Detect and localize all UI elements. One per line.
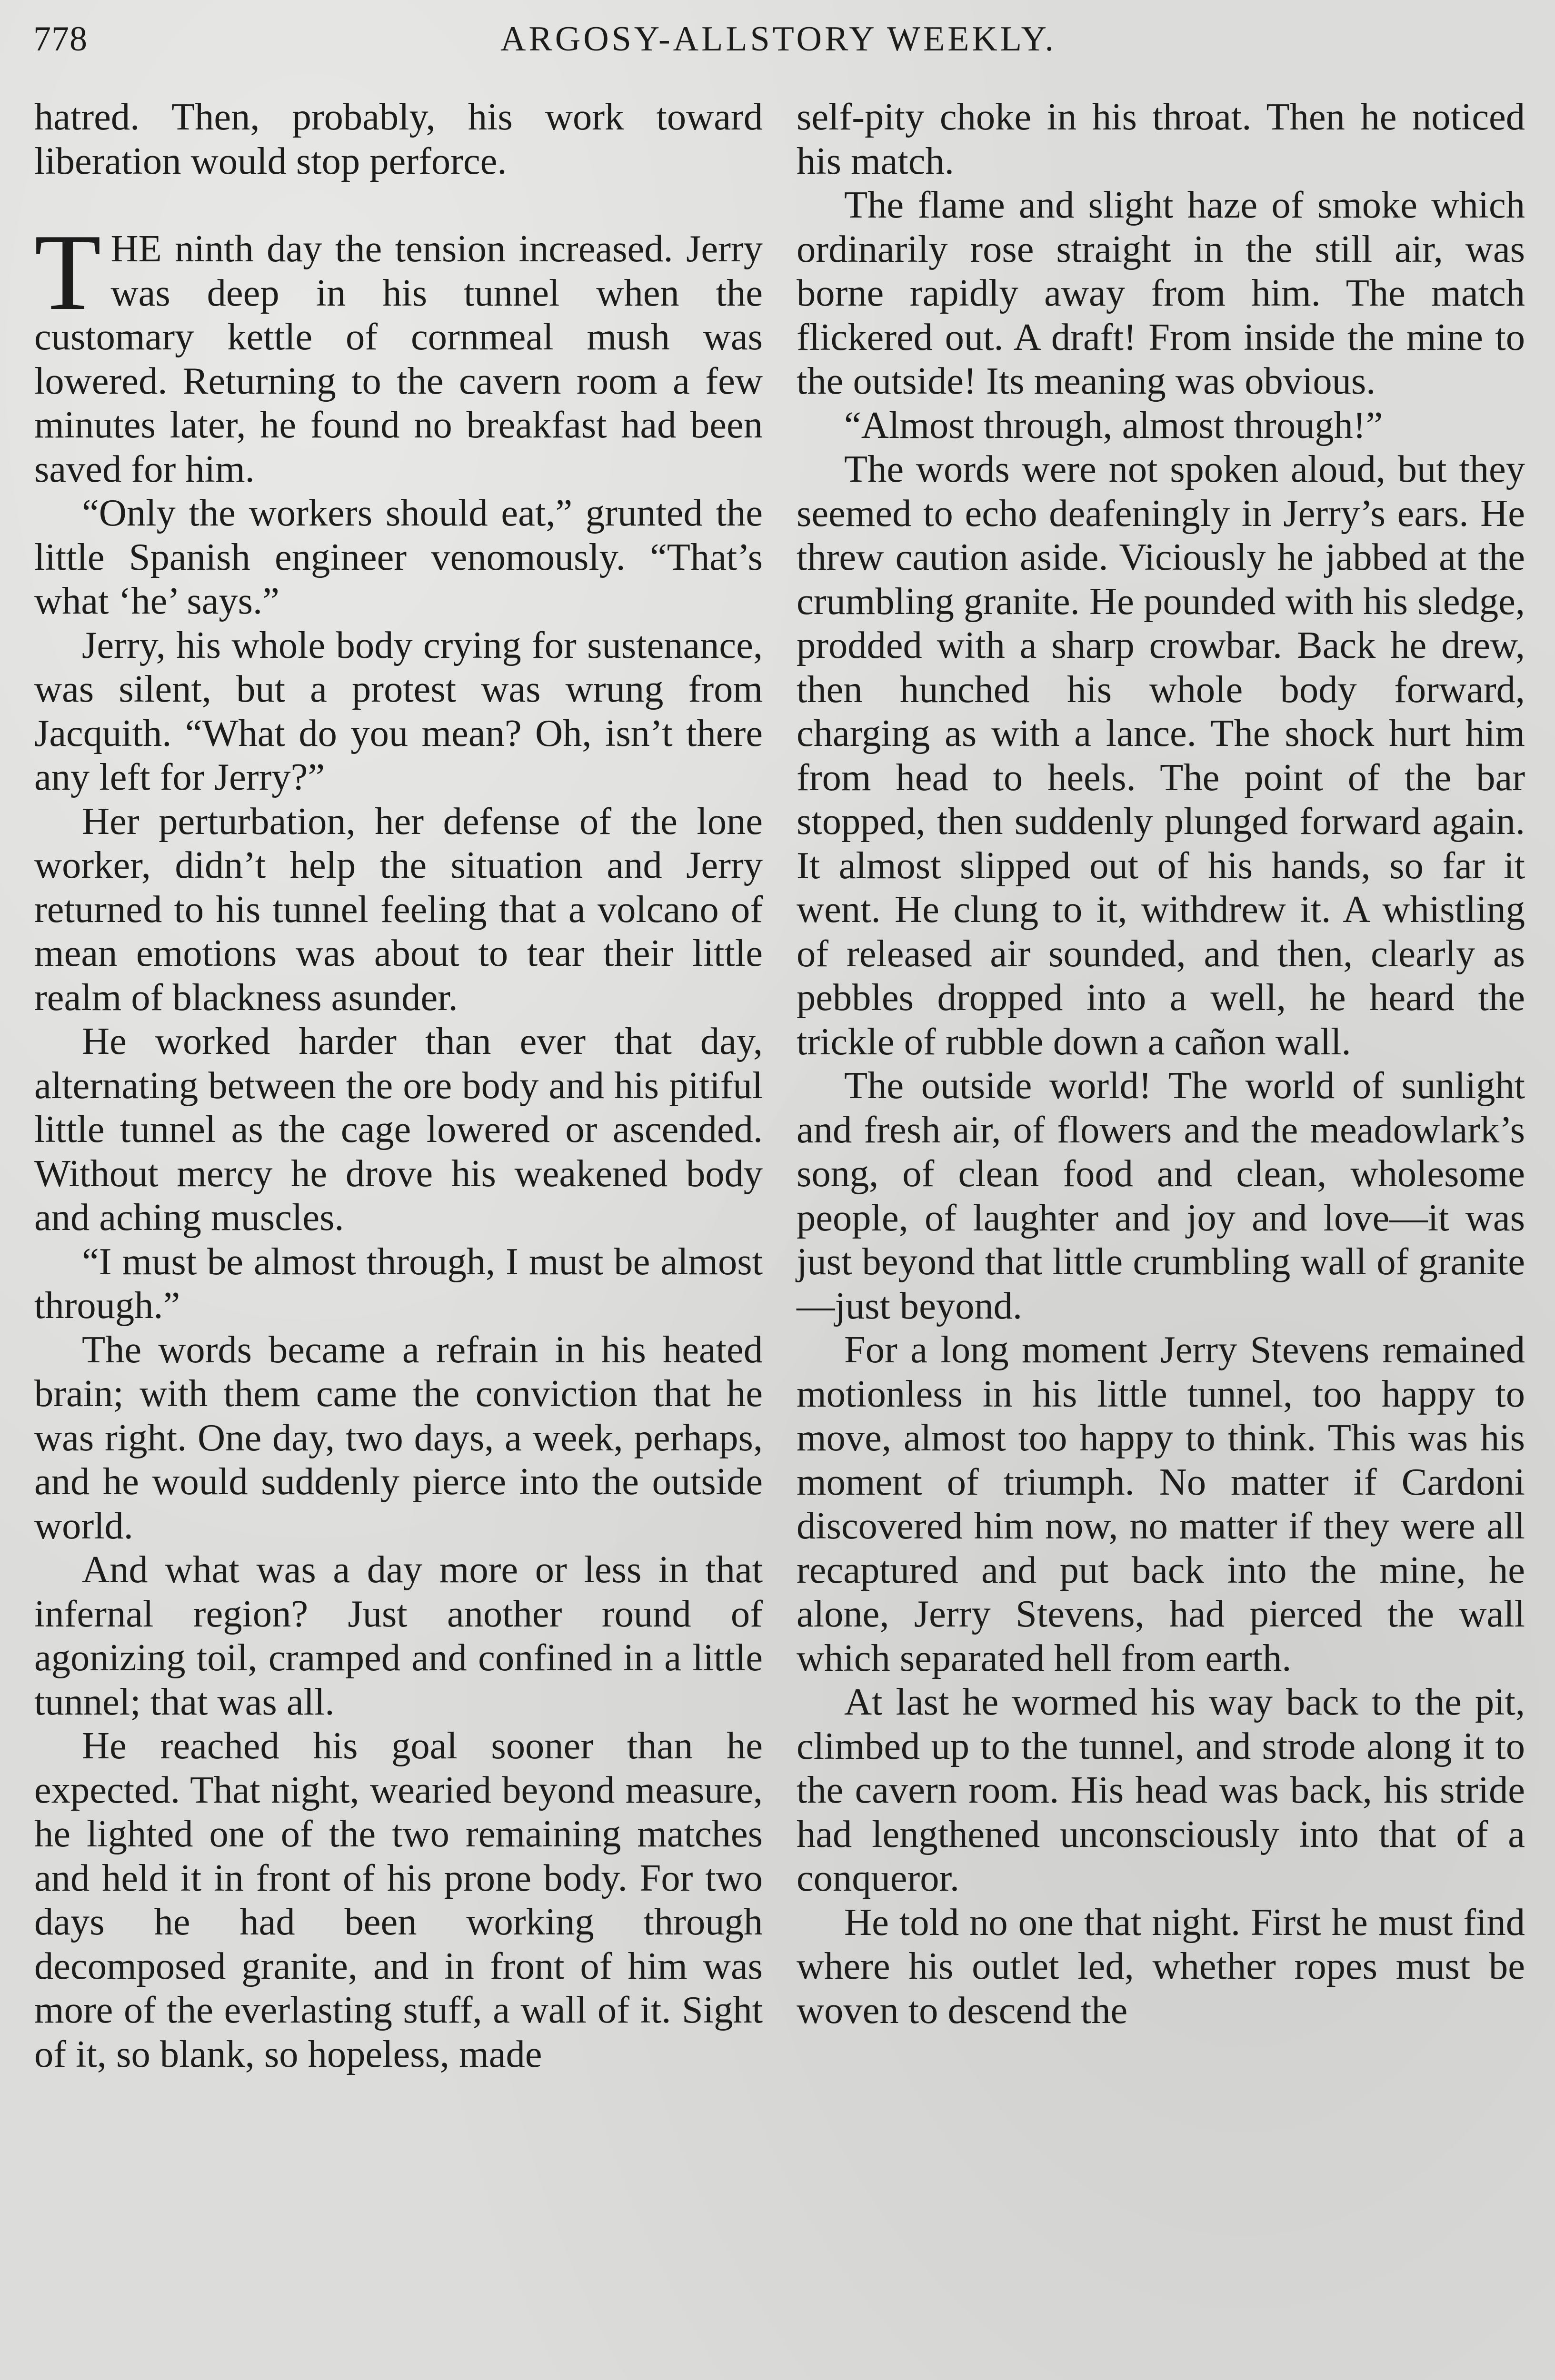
- drop-cap: T: [34, 211, 101, 333]
- paragraph: Her perturbation, her defense of the lone worker, didn’t help the situation and Jerry returned to his tunnel feeling that a volcano of mean emotions was about to tear their little realm of blackness asunder.: [34, 800, 763, 1019]
- paragraph: “Only the workers should eat,” grunted the little Spanish engineer venomously. “That’s what ‘he’ says.”: [34, 492, 763, 622]
- running-head: ARGOSY-ALLSTORY WEEKLY.: [500, 20, 1057, 59]
- paragraph: The words were not spoken aloud, but they seemed to echo deafeningly in Jerry’s ears. He threw caution aside. Viciously he jabbed at the crumbling granite. He pounded with his sledge, prodded with a sharp crowbar. Back he drew, then hunched his whole body forward, charging as with a lance. The shock hurt him from head to heels. The point of the bar stopped, then suddenly plunged forward again. It almost slipped out of his hands, so far it went. He clung to it, withdrew it. A whistling of released air sounded, and then, clearly as pebbles dropped into a well, he heard the trickle of rubble down a cañon wall.: [797, 448, 1525, 1063]
- paragraph: hatred. Then, probably, his work toward liberation would stop perforce.: [34, 96, 763, 182]
- paragraph: Jerry, his whole body crying for sustenance, was silent, but a protest was wrung from Jacquith. “What do you mean? Oh, isn’t there any left for Jerry?”: [34, 624, 763, 798]
- right-column: [797, 95, 1525, 2033]
- paragraph: “Almost through, almost through!”: [844, 404, 1383, 446]
- page-number: 778: [33, 20, 88, 59]
- paragraph: He reached his goal sooner than he expected. That night, wearied beyond measure, he lighted one of the two remaining matches and held it in front of his prone body. For two days he had been working through decomposed granite, and in front of him was more of the everlasting stuff, a wall of it. Sight of it, so blank, so hopeless, made: [34, 1725, 763, 2075]
- paragraph: The outside world! The world of sunlight and fresh air, of flowers and the meadowlark’s song, of clean food and clean, wholesome people, of laughter and joy and love—it was just beyond that little crumbling wall of granite—just beyond.: [797, 1064, 1525, 1327]
- paragraph: The words became a refrain in his heated brain; with them came the conviction that he was right. One day, two days, a week, perhaps, and he would suddenly pierce into the outside world.: [34, 1328, 763, 1547]
- paragraph-with-dropcap: [34, 211, 763, 491]
- paragraph-text: HE ninth day the tension increased. Jerry was deep in his tunnel when the customary kettle of cornmeal mush was lowered. Returning to the cavern room a few minutes later, he found no breakfast had been saved for him.: [34, 228, 763, 490]
- left-column: [34, 95, 763, 2076]
- paragraph: He worked harder than ever that day, alternating between the ore body and his pitiful little tunnel as the cage lowered or ascended. Without mercy he drove his weakened body and aching muscles.: [34, 1020, 763, 1239]
- paragraph: The flame and slight haze of smoke which ordinarily rose straight in the still air, was borne rapidly away from him. The match flickered out. A draft! From inside the mine to the outside! Its meaning was obvious.: [797, 184, 1525, 402]
- paragraph: For a long moment Jerry Stevens remained motionless in his little tunnel, too happy to move, almost too happy to think. This was his moment of triumph. No matter if Cardoni discovered him now, no matter if they were all recaptured and put back into the mine, he alone, Jerry Stevens, had pierced the wall which separated hell from earth.: [797, 1329, 1525, 1679]
- paragraph: And what was a day more or less in that infernal region? Just another round of agonizing toil, cramped and confined in a little tunnel; that was all.: [34, 1548, 763, 1723]
- paragraph: He told no one that night. First he must find where his outlet led, whether ropes must be woven to descend the: [797, 1901, 1525, 2032]
- paragraph: At last he wormed his way back to the pit, climbed up to the tunnel, and strode along it to the cavern room. His head was back, his stride had lengthened unconsciously into that of a conqueror.: [797, 1681, 1525, 1899]
- paragraph: self-pity choke in his throat. Then he noticed his match.: [797, 96, 1525, 182]
- page-header: [33, 19, 1524, 71]
- paragraph: “I must be almost through, I must be almost through.”: [34, 1240, 763, 1327]
